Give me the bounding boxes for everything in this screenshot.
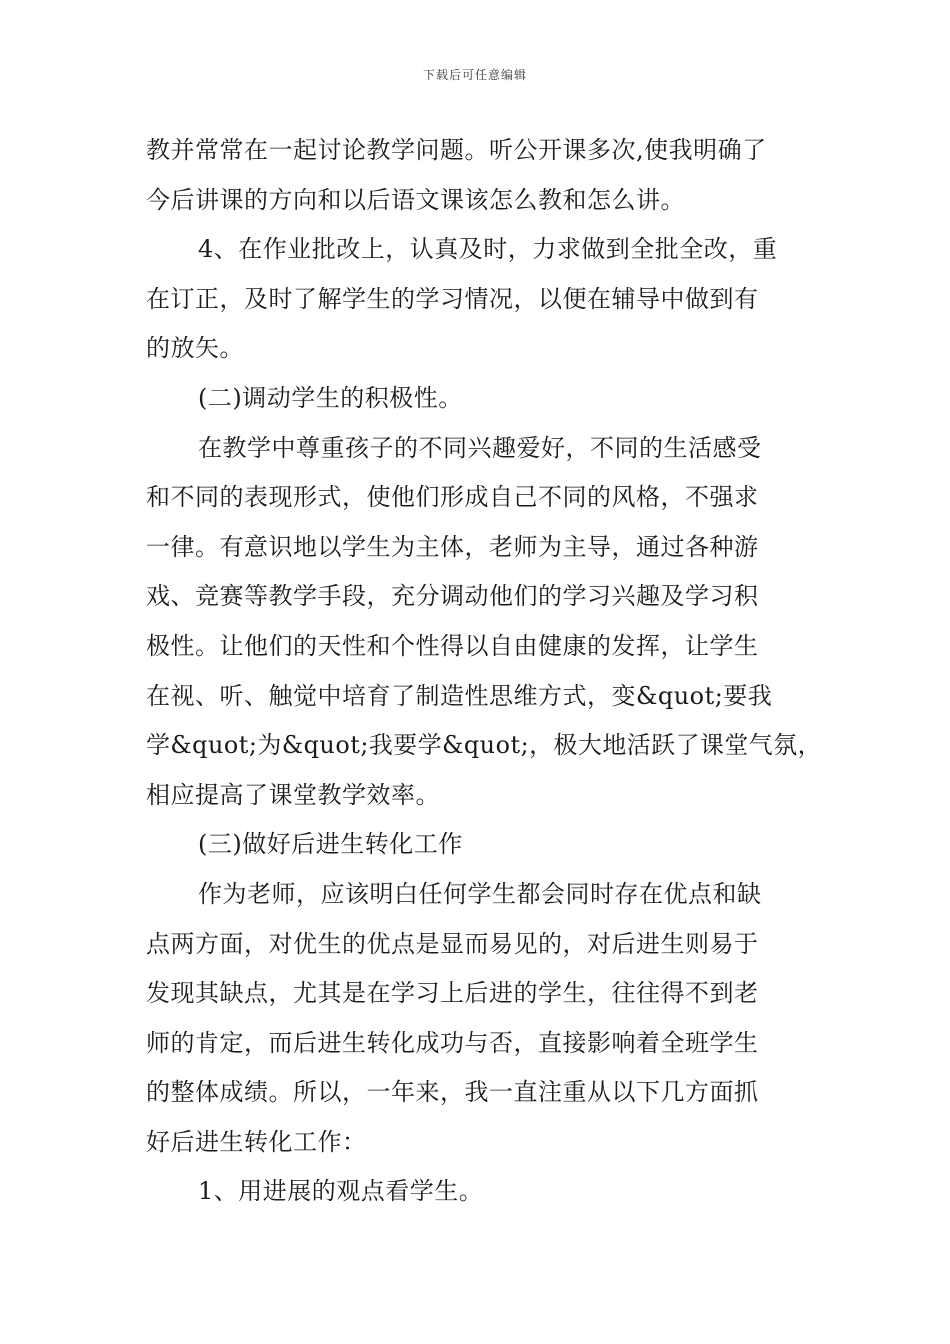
text-line: 的放矢。 bbox=[146, 334, 244, 363]
text-line: 在订正，及时了解学生的学习情况，以便在辅导中做到有 bbox=[146, 284, 759, 313]
text-line: 学&quot;为&quot;我要学&quot;，极大地活跃了课堂气氛， bbox=[146, 731, 823, 760]
text-line: (二)调动学生的积极性。 bbox=[198, 383, 463, 412]
text-line: 戏、竞赛等教学手段，充分调动他们的学习兴趣及学习积 bbox=[146, 582, 759, 611]
text-line: 在视、听、触觉中培育了制造性思维方式，变&quot;要我 bbox=[146, 681, 773, 710]
text-line: 的整体成绩。所以，一年来，我一直注重从以下几方面抓 bbox=[146, 1078, 759, 1107]
text-line: 点两方面，对优生的优点是显而易见的，对后进生则易于 bbox=[146, 929, 759, 958]
text-line: 极性。让他们的天性和个性得以自由健康的发挥，让学生 bbox=[146, 631, 759, 660]
document-body bbox=[146, 126, 823, 1217]
text-line: 1、用进展的观点看学生。 bbox=[198, 1177, 484, 1206]
text-line: (三)做好后进生转化工作 bbox=[198, 830, 463, 859]
text-line: 4、在作业批改上，认真及时，力求做到全批全改，重 bbox=[198, 235, 778, 264]
text-line: 相应提高了课堂教学效率。 bbox=[146, 780, 440, 809]
page-header: 下载后可任意编辑 bbox=[422, 68, 527, 82]
text-line: 今后讲课的方向和以后语文课该怎么教和怎么讲。 bbox=[146, 185, 685, 214]
text-line: 师的肯定，而后进生转化成功与否，直接影响着全班学生 bbox=[146, 1028, 759, 1057]
text-line: 好后进生转化工作： bbox=[146, 1127, 367, 1156]
text-line: 发现其缺点，尤其是在学习上后进的学生，往往得不到老 bbox=[146, 979, 759, 1008]
text-line: 一律。有意识地以学生为主体，老师为主导，通过各种游 bbox=[146, 532, 759, 561]
text-line: 教并常常在一起讨论教学问题。听公开课多次,使我明确了 bbox=[146, 136, 767, 164]
text-line: 作为老师，应该明白任何学生都会同时存在优点和缺 bbox=[198, 879, 762, 908]
text-line: 和不同的表现形式，使他们形成自己不同的风格，不强求 bbox=[146, 483, 759, 512]
text-line: 在教学中尊重孩子的不同兴趣爱好，不同的生活感受 bbox=[198, 433, 762, 462]
